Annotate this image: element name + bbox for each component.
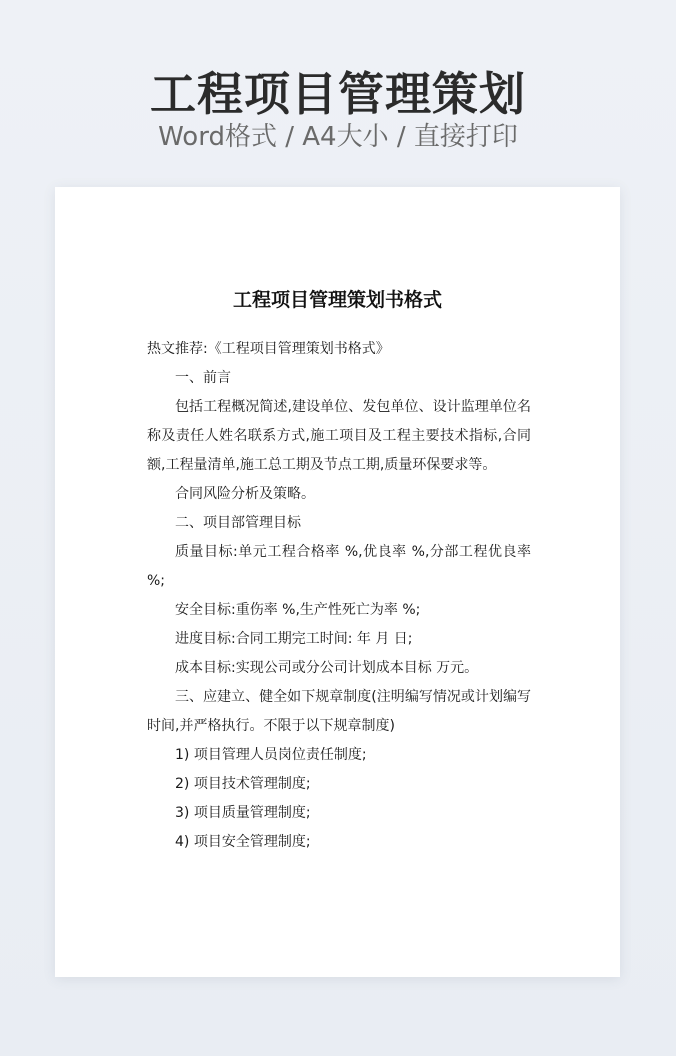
list-item: 4) 项目安全管理制度; xyxy=(175,834,311,850)
document-page xyxy=(55,187,620,977)
document-body xyxy=(147,335,531,857)
page-header xyxy=(0,0,676,180)
paragraph-schedule-goal: 进度目标:合同工期完工时间: 年 月 日; xyxy=(175,631,413,647)
section-heading-rules: 三、应建立、健全如下规章制度(注明编写情况或计划编写时间,并严格执行。不限于以下规章制度) xyxy=(147,689,531,734)
list-item: 3) 项目质量管理制度; xyxy=(175,805,311,821)
section-heading-preface: 一、前言 xyxy=(175,370,231,386)
document-title: 工程项目管理策划书格式 xyxy=(232,289,442,311)
list-item: 2) 项目技术管理制度; xyxy=(175,776,311,792)
paragraph-safety-goal: 安全目标:重伤率 %,生产性死亡为率 %; xyxy=(175,602,421,618)
recommendation-line: 热文推荐:《工程项目管理策划书格式》 xyxy=(147,341,390,357)
list-item: 1) 项目管理人员岗位责任制度; xyxy=(175,747,367,763)
paragraph-risk: 合同风险分析及策略。 xyxy=(175,486,315,502)
subtitle: Word格式 / A4大小 / 直接打印 xyxy=(158,122,518,152)
main-title: 工程项目管理策划 xyxy=(150,67,526,121)
section-heading-goals: 二、项目部管理目标 xyxy=(175,515,301,531)
paragraph-quality-goal: 质量目标:单元工程合格率 %,优良率 %,分部工程优良率 %; xyxy=(147,544,531,589)
paragraph-overview: 包括工程概况简述,建设单位、发包单位、设计监理单位名称及责任人姓名联系方式,施工项目及工程主要技术指标,合同额,工程量清单,施工总工期及节点工期,质量环保要求等。 xyxy=(147,399,531,473)
paragraph-cost-goal: 成本目标:实现公司或分公司计划成本目标 万元。 xyxy=(175,660,479,676)
